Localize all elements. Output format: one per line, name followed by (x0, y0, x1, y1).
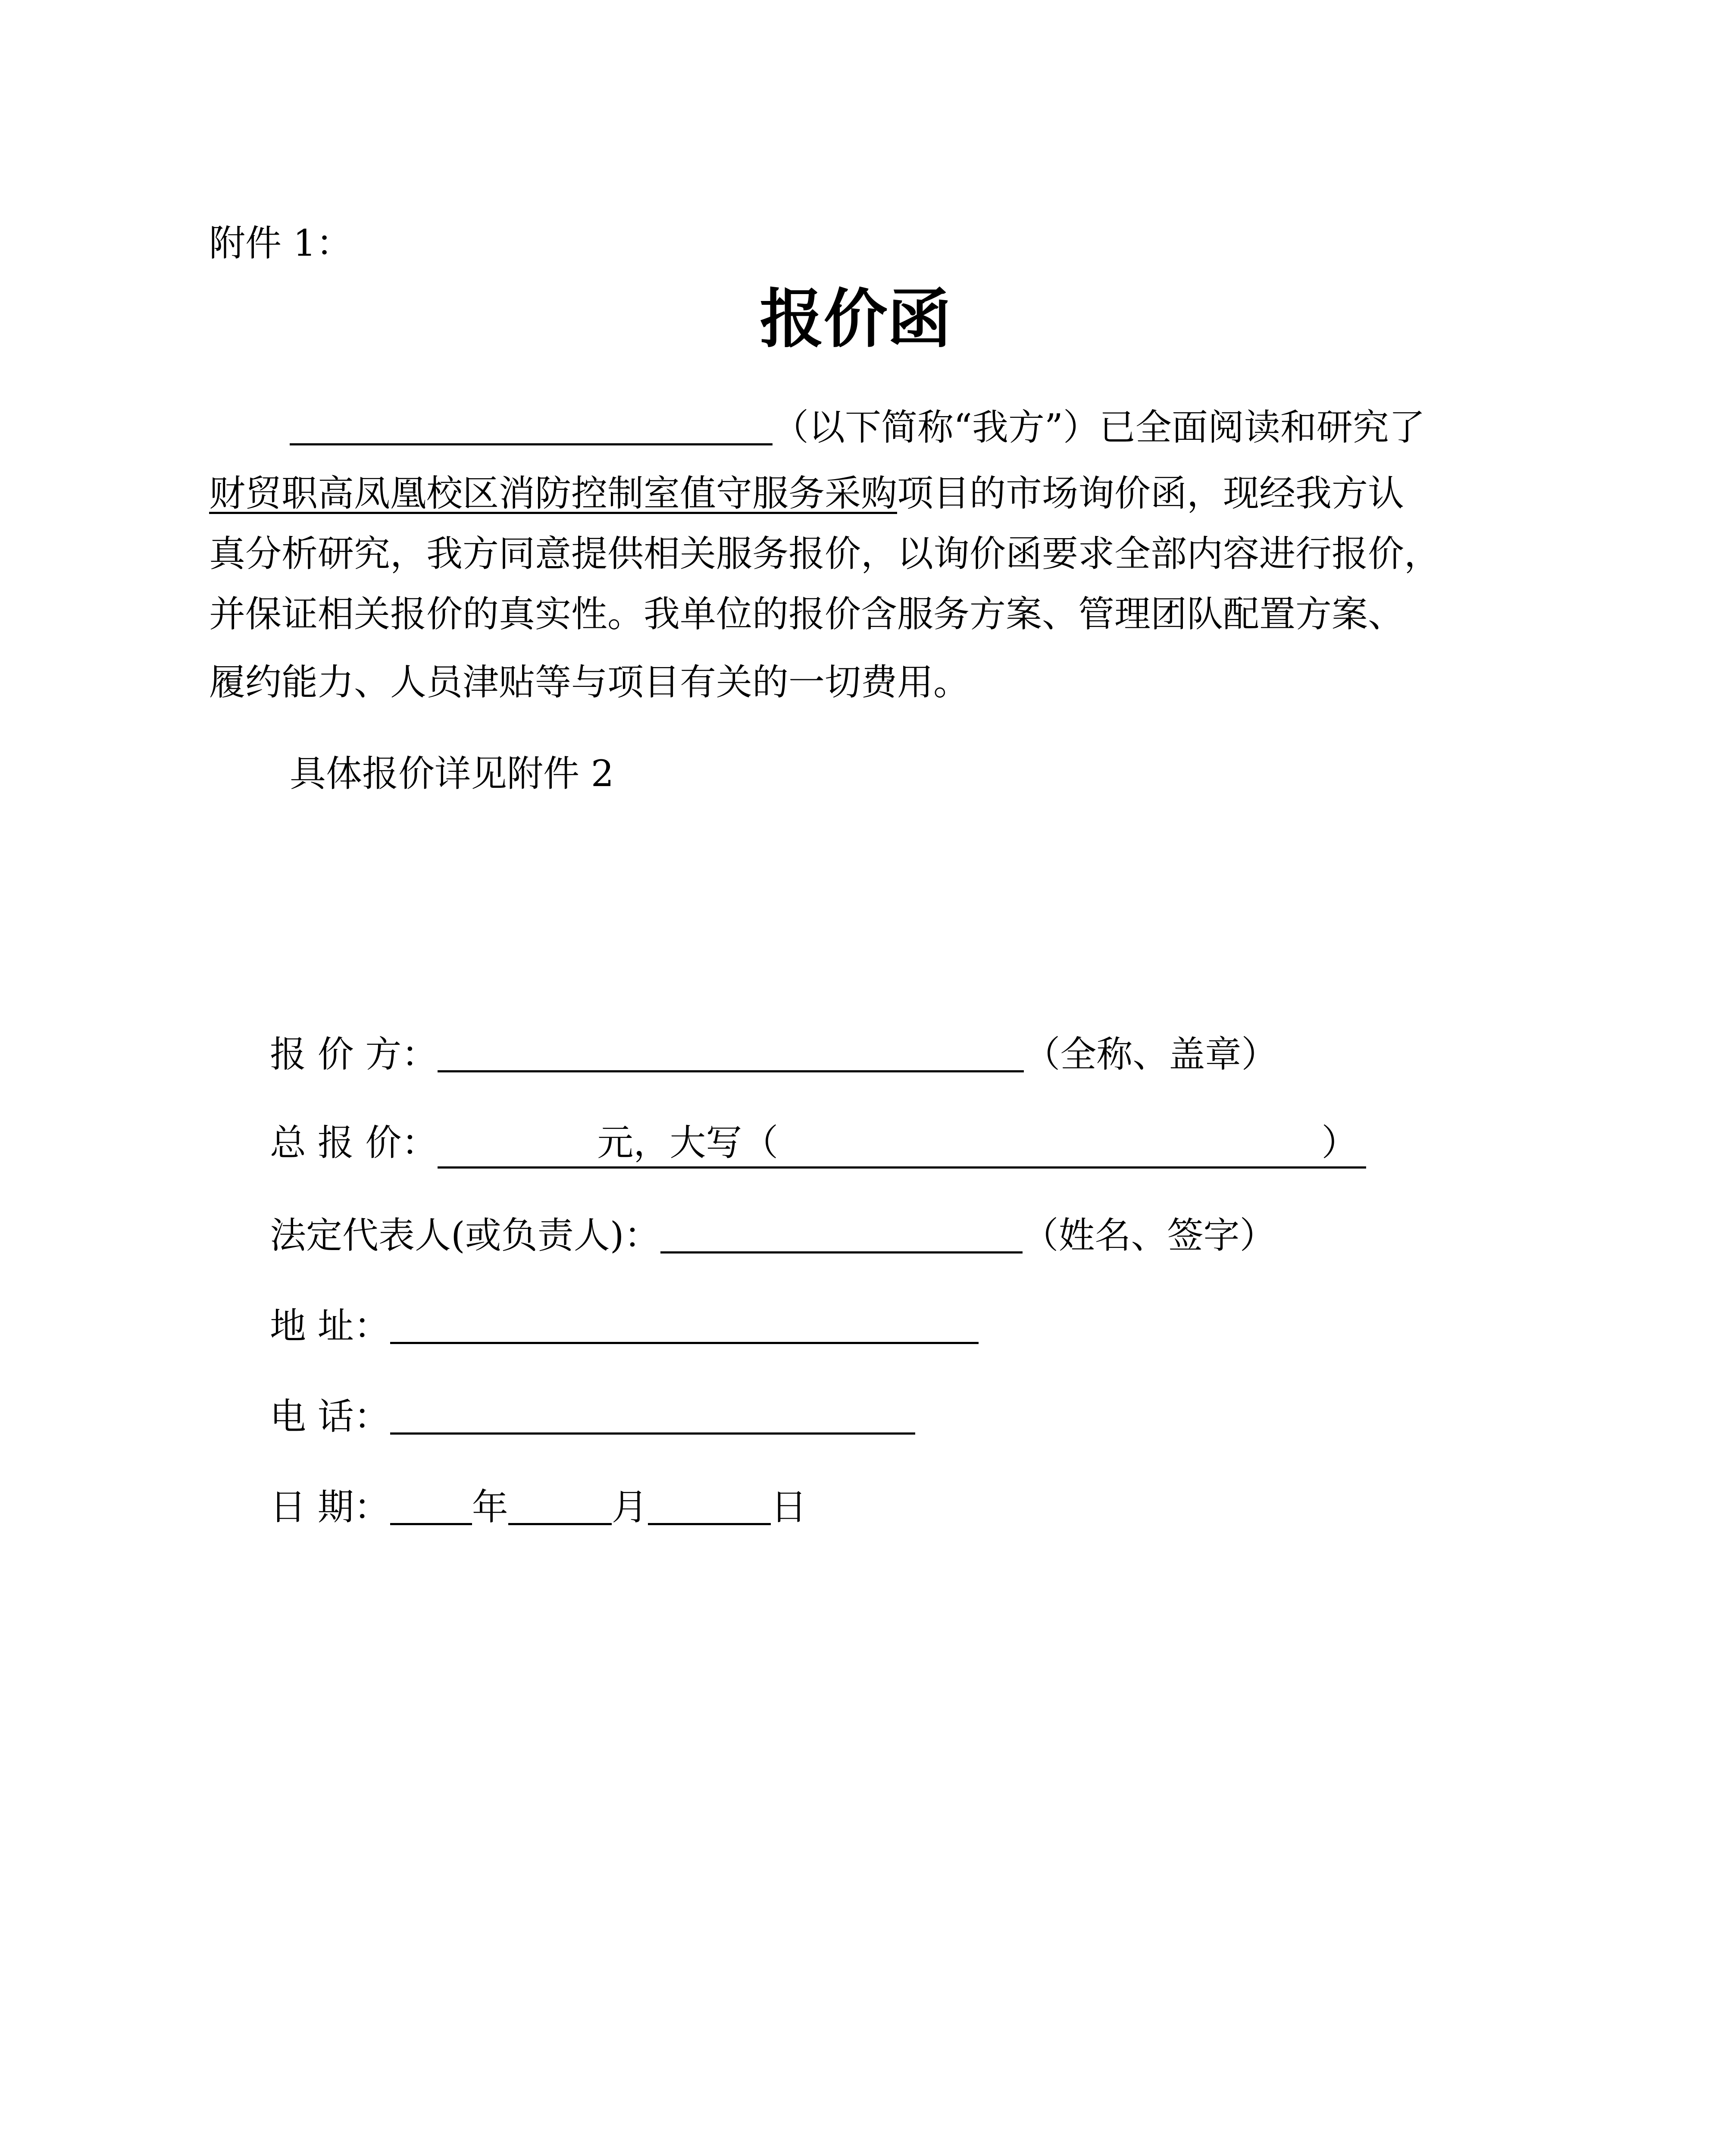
total-price-field[interactable] (438, 1122, 1366, 1169)
intro-line-3: 真分析研究，我方同意提供相关服务报价，以询价函要求全部内容进行报价， (209, 533, 1441, 575)
total-price-row (270, 1122, 1366, 1164)
date-label: 日 期： (270, 1486, 390, 1528)
document-title: 报价函 (760, 282, 951, 356)
rep-blank[interactable] (660, 1215, 1023, 1253)
total-words-blank[interactable] (778, 1126, 1321, 1162)
bidder-blank[interactable] (438, 1034, 1024, 1072)
intro-line-2-text: 项目的市场询价函，现经我方认 (897, 472, 1404, 514)
total-amount-blank[interactable] (438, 1126, 597, 1162)
rep-row (270, 1214, 1276, 1257)
intro-line-5: 履约能力、人员津贴等与项目有关的一切费用。 (209, 661, 970, 703)
date-row (270, 1486, 807, 1528)
intro-line-4: 并保证相关报价的真实性。我单位的报价含服务方案、管理团队配置方案、 (209, 593, 1404, 635)
phone-label: 电 话： (270, 1395, 390, 1438)
rep-label: 法定代表人(或负责人)： (270, 1214, 660, 1257)
project-name: 财贸职高凤凰校区消防控制室值守服务采购 (209, 472, 898, 514)
date-day-blank[interactable] (648, 1487, 771, 1525)
bidder-suffix: （全称、盖章） (1024, 1033, 1278, 1075)
intro-line-2 (209, 472, 1404, 514)
date-month: 月 (611, 1486, 648, 1528)
total-price-label: 总 报 价： (270, 1122, 438, 1164)
date-month-blank[interactable] (508, 1487, 612, 1525)
intro-line-1 (290, 406, 1425, 448)
address-row (270, 1305, 979, 1347)
bidder-row (270, 1033, 1278, 1075)
address-label: 地 址： (270, 1305, 390, 1347)
bidder-label: 报 价 方： (270, 1033, 438, 1075)
intro-line-1-text: （以下简称“我方”）已全面阅读和研究了 (773, 406, 1425, 448)
total-unit: 元，大写（ (597, 1122, 779, 1164)
date-year-blank[interactable] (390, 1487, 472, 1525)
phone-blank[interactable] (390, 1396, 915, 1435)
date-year: 年 (472, 1486, 508, 1528)
detail-note: 具体报价详见附件 2 (290, 752, 614, 795)
company-name-blank[interactable] (290, 407, 773, 445)
total-close: ） (1321, 1122, 1358, 1164)
attachment-label: 附件 1： (209, 222, 353, 264)
date-day: 日 (770, 1486, 807, 1528)
rep-suffix: （姓名、签字） (1022, 1214, 1276, 1257)
address-blank[interactable] (390, 1306, 979, 1344)
phone-row (270, 1395, 915, 1438)
